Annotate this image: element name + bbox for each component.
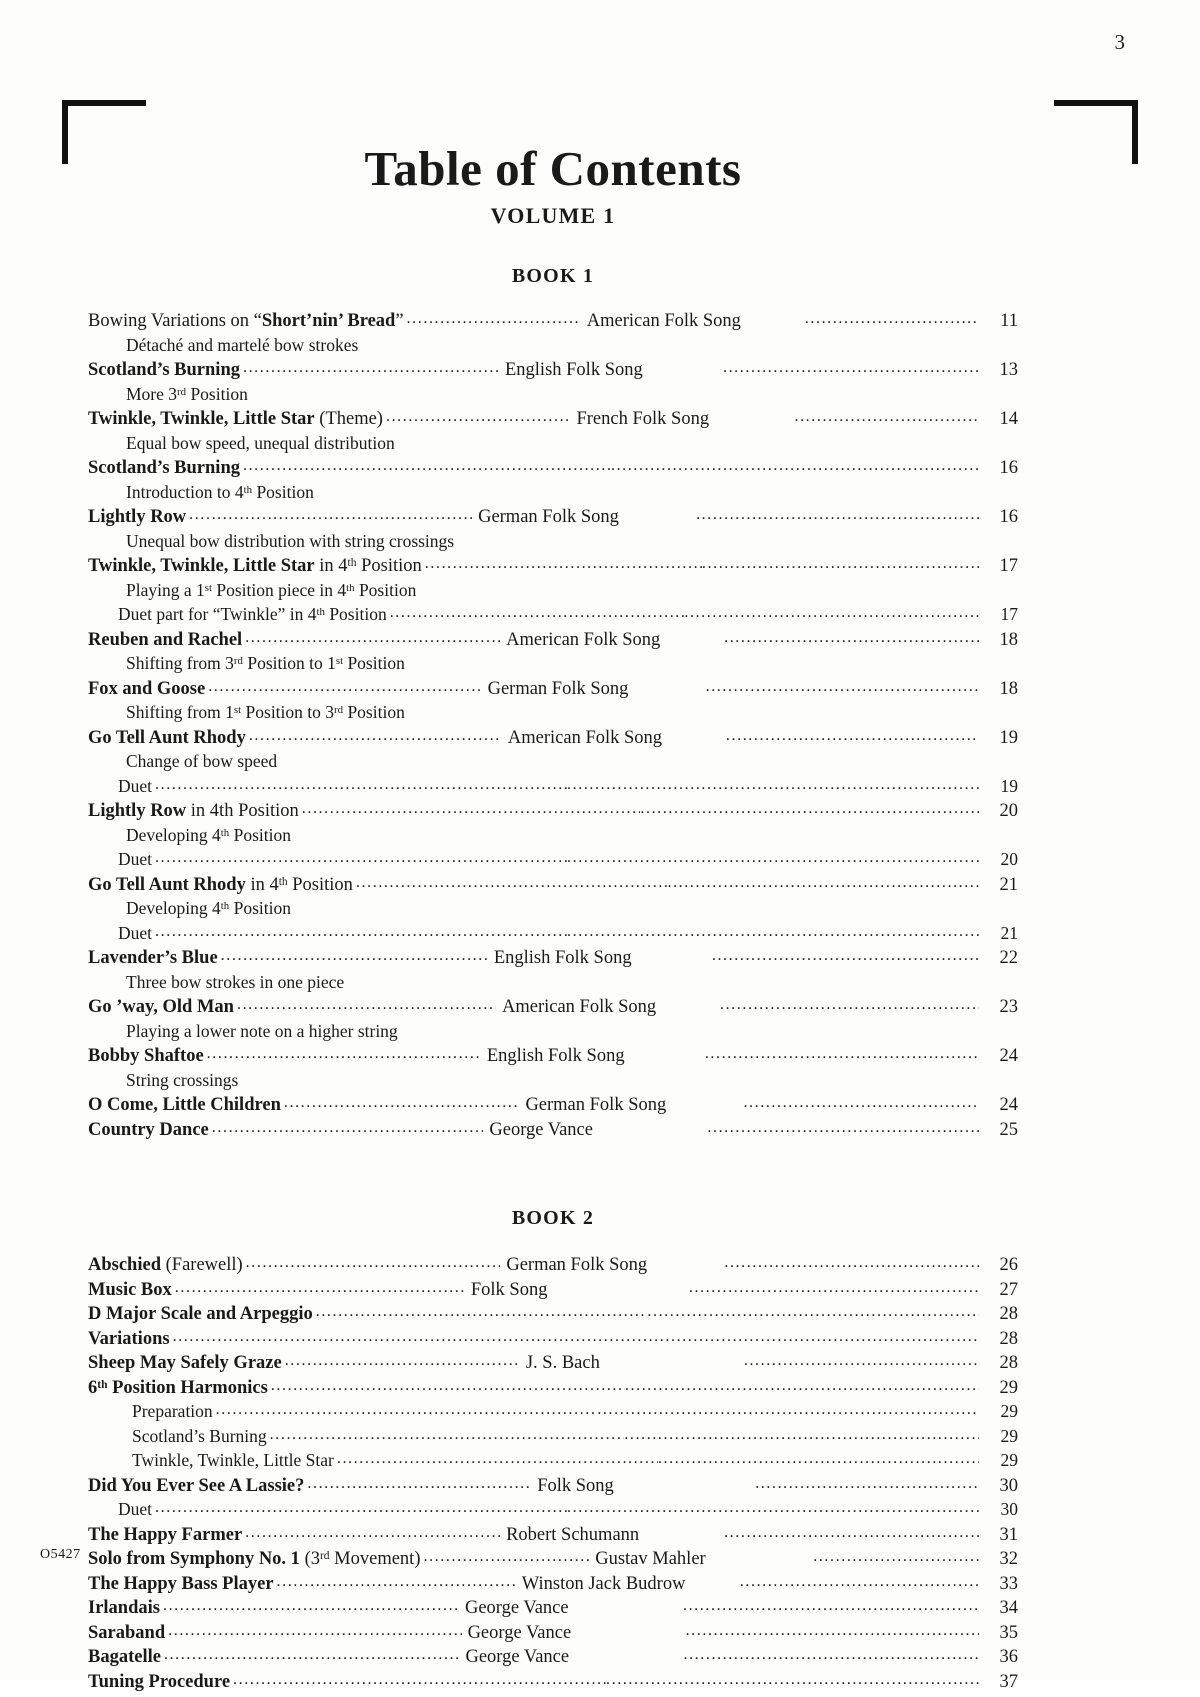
toc-entry-page: 14 [979,410,1018,429]
toc-entry-list [88,1256,1018,1697]
dot-leader [155,848,567,866]
toc-entry-page: 37 [979,1673,1018,1692]
toc-entry-title: Lightly Row in 4th Position [88,802,302,821]
toc-entry-title: Tuning Procedure [88,1673,233,1692]
toc-entry-title: Go ’way, Old Man [88,998,237,1017]
toc-entry-page: 13 [979,361,1018,380]
toc-entry-composer: J. S. Bach [520,1354,744,1373]
toc-entry-composer: German Folk Song [482,680,706,699]
toc-entry-title: String crossings [88,1072,241,1090]
toc-entry-title: Twinkle, Twinkle, Little Star (Theme) [88,410,386,429]
toc-entry-title: Change of bow speed [88,753,280,771]
dot-leader [794,407,979,426]
dot-leader [277,1572,516,1591]
dot-leader [407,309,581,328]
dot-leader [246,1253,501,1272]
toc-entry-page: 28 [979,1330,1018,1349]
toc-entry-composer: Gustav Mahler [589,1550,813,1569]
toc-entry-title: Variations [88,1330,173,1349]
toc-entry[interactable] [88,312,1018,337]
dot-leader [285,1351,520,1370]
toc-entry-title: Reuben and Rachel [88,631,245,650]
dot-leader [606,1670,979,1689]
dot-leader [221,946,488,965]
toc-entry-composer: Robert Schumann [500,1526,724,1545]
dot-leader [625,1376,979,1395]
toc-entry[interactable] [88,1047,1018,1072]
toc-entry-title: Twinkle, Twinkle, Little Star [88,1452,337,1470]
dot-leader [707,1118,979,1137]
dot-leader [723,358,979,377]
toc-entry-title: Shifting from 1st Position to 3rd Position [88,704,408,722]
dot-leader [712,946,979,965]
toc-entry[interactable] [88,680,1018,705]
dot-leader [567,775,979,793]
book-heading: BOOK 2 [88,1207,1018,1230]
dot-leader [658,1449,979,1467]
toc-entry-title: Music Box [88,1281,175,1300]
toc-entry-page: 29 [979,1379,1018,1398]
book-heading: BOOK 1 [88,265,1018,288]
toc-entry-page: 30 [979,1501,1018,1519]
dot-leader [243,456,611,475]
toc-entry-page: 33 [979,1575,1018,1594]
toc-entry[interactable] [88,876,1018,901]
dot-leader [307,1474,531,1493]
dot-leader [702,554,979,573]
toc-entry[interactable] [88,949,1018,974]
toc-entry-page: 21 [979,876,1018,895]
toc-entry-title: More 3rd Position [88,386,251,404]
toc-entry-title: Scotland’s Burning [88,459,243,478]
toc-entry-page: 17 [979,606,1018,624]
toc-entry-page: 24 [979,1047,1018,1066]
toc-entry-title: Saraband [88,1624,168,1643]
toc-entry-page: 19 [979,778,1018,796]
dot-leader [155,1498,567,1516]
toc-content [88,140,1018,1697]
dot-leader [423,1547,589,1566]
footer-catalog-code: O5427 [40,1547,81,1563]
toc-entry-title: Duet [88,851,155,869]
dot-leader [755,1474,979,1493]
toc-entry-page: 21 [979,925,1018,943]
dot-leader [744,1351,979,1370]
toc-entry-composer: American Folk Song [502,729,726,748]
dot-leader [743,1093,979,1112]
dot-leader [696,505,979,524]
toc-entry-title: Bobby Shaftoe [88,1047,207,1066]
dot-leader [155,922,567,940]
dot-leader [683,1596,979,1615]
page-title: Table of Contents [88,140,1018,197]
toc-entry-composer: English Folk Song [499,361,723,380]
toc-entry-composer: Winston Jack Budrow [516,1575,740,1594]
toc-entry-title: Equal bow speed, unequal distribution [88,435,398,453]
dot-leader [705,1044,979,1063]
toc-entry[interactable] [88,729,1018,754]
toc-entry-title: Duet [88,778,155,796]
toc-entry-title: Country Dance [88,1121,212,1140]
dot-leader [425,554,702,573]
toc-entry-composer: George Vance [462,1624,686,1643]
dot-leader [233,1670,606,1689]
dot-leader [647,1302,979,1321]
toc-entry-page: 19 [979,729,1018,748]
toc-entry[interactable] [88,508,1018,533]
dot-leader [724,628,979,647]
toc-entry-page: 18 [979,631,1018,650]
dot-leader [667,873,979,892]
books-container [88,265,1018,1697]
dot-leader [390,603,685,621]
dot-leader [640,799,979,818]
dot-leader [271,1376,625,1395]
toc-entry-composer: French Folk Song [570,410,794,429]
toc-entry-title: The Happy Farmer [88,1526,245,1545]
dot-leader [212,1118,484,1137]
toc-entry-composer: German Folk Song [519,1096,743,1115]
dot-leader [720,995,979,1014]
toc-entry-page: 29 [979,1428,1018,1446]
toc-entry-title: Lightly Row [88,508,189,527]
dot-leader [726,726,979,745]
toc-entry-composer: German Folk Song [500,1256,724,1275]
dot-leader [356,873,668,892]
toc-entry-title: Duet [88,925,155,943]
toc-entry-title: Duet [88,1501,155,1519]
toc-entry-page: 34 [979,1599,1018,1618]
toc-entry-composer: German Folk Song [472,508,696,527]
dot-leader [163,1596,459,1615]
dot-leader [386,407,571,426]
dot-leader [237,995,496,1014]
dot-leader [208,677,481,696]
toc-entry-page: 18 [979,680,1018,699]
toc-entry-title: Twinkle, Twinkle, Little Star in 4th Position [88,557,425,576]
toc-entry-title: The Happy Bass Player [88,1575,277,1594]
toc-entry[interactable] [88,557,1018,582]
toc-entry-page: 20 [979,851,1018,869]
toc-entry-title: Bagatelle [88,1648,164,1667]
toc-entry-page: 29 [979,1403,1018,1421]
dot-leader [689,1278,979,1297]
toc-entry-composer: English Folk Song [481,1047,705,1066]
dot-leader [576,1327,979,1346]
dot-leader [813,1547,979,1566]
toc-entry-title: Bowing Variations on “Short’nin’ Bread” [88,312,407,331]
dot-leader [216,1400,598,1418]
toc-entry[interactable] [88,631,1018,656]
toc-entry-page: 28 [979,1354,1018,1373]
toc-entry-title: Preparation [88,1403,216,1421]
dot-leader [173,1327,576,1346]
dot-leader [567,848,979,866]
dot-leader [243,358,499,377]
toc-entry-composer: American Folk Song [500,631,724,650]
volume-subtitle: VOLUME 1 [88,203,1018,229]
toc-entry-title: Scotland’s Burning [88,1428,270,1446]
dot-leader [567,1498,979,1516]
toc-entry-composer: English Folk Song [488,949,712,968]
toc-entry-title: Abschied (Farewell) [88,1256,246,1275]
toc-entry-title: Détaché and martelé bow strokes [88,337,361,355]
toc-entry-composer: American Folk Song [581,312,805,331]
dot-leader [337,1449,658,1467]
toc-entry-title: Playing a lower note on a higher string [88,1023,401,1041]
dot-leader [724,1523,979,1542]
toc-entry-composer: Folk Song [531,1477,755,1496]
toc-entry-page: 27 [979,1281,1018,1300]
dot-leader [168,1621,461,1640]
dot-leader [567,922,979,940]
dot-leader [684,603,979,621]
dot-leader [683,1645,979,1664]
toc-entry-composer: Folk Song [465,1281,689,1300]
toc-entry[interactable] [88,998,1018,1023]
toc-entry[interactable] [88,802,1018,827]
dot-leader [740,1572,979,1591]
toc-entry-page: 35 [979,1624,1018,1643]
toc-entry-title: Go Tell Aunt Rhody in 4th Position [88,876,356,895]
toc-entry-page: 31 [979,1526,1018,1545]
toc-entry-title: Scotland’s Burning [88,361,243,380]
dot-leader [302,799,641,818]
toc-entry-title: Playing a 1st Position piece in 4th Position [88,582,419,600]
toc-entry-composer: George Vance [459,1599,683,1618]
dot-leader [207,1044,481,1063]
toc-entry[interactable] [88,1121,1018,1146]
toc-entry-title: Three bow strokes in one piece [88,974,347,992]
toc-entry-page: 24 [979,1096,1018,1115]
dot-leader [245,628,500,647]
dot-leader [805,309,979,328]
toc-entry-title: Go Tell Aunt Rhody [88,729,249,748]
dot-leader [249,726,502,745]
toc-entry-page: 23 [979,998,1018,1017]
dot-leader [686,1621,979,1640]
toc-entry-page: 22 [979,949,1018,968]
dot-leader [624,1425,979,1443]
toc-entry-page: 17 [979,557,1018,576]
toc-entry-page: 36 [979,1648,1018,1667]
dot-leader [597,1400,979,1418]
toc-entry[interactable] [88,410,1018,435]
toc-entry-title: Introduction to 4th Position [88,484,317,502]
dot-leader [189,505,472,524]
toc-entry-title: Lavender’s Blue [88,949,221,968]
toc-entry-page: 29 [979,1452,1018,1470]
dot-leader [270,1425,625,1443]
toc-entry-composer: George Vance [459,1648,683,1667]
toc-entry-title: Unequal bow distribution with string crossings [88,533,457,551]
toc-entry[interactable] [88,1673,1018,1697]
toc-entry-page: 20 [979,802,1018,821]
folio-number: 3 [1115,30,1126,55]
toc-entry-title: Developing 4th Position [88,827,294,845]
toc-entry-page: 16 [979,459,1018,478]
dot-leader [706,677,979,696]
dot-leader [164,1645,460,1664]
toc-entry-page: 16 [979,508,1018,527]
toc-entry-page: 28 [979,1305,1018,1324]
toc-entry-title: Developing 4th Position [88,900,294,918]
toc-entry-composer: American Folk Song [496,998,720,1017]
toc-entry-composer: George Vance [483,1121,707,1140]
toc-entry[interactable] [88,361,1018,386]
dot-leader [611,456,979,475]
toc-entry-page: 26 [979,1256,1018,1275]
dot-leader [175,1278,465,1297]
toc-entry-title: Fox and Goose [88,680,208,699]
toc-entry-title: Did You Ever See A Lassie? [88,1477,307,1496]
toc-entry-title: 6th Position Harmonics [88,1379,271,1398]
toc-entry-title: D Major Scale and Arpeggio [88,1305,316,1324]
toc-entry-title: Shifting from 3rd Position to 1st Position [88,655,408,673]
toc-entry-page: 32 [979,1550,1018,1569]
toc-entry-list [88,312,1018,1145]
toc-entry-page: 30 [979,1477,1018,1496]
dot-leader [284,1093,520,1112]
dot-leader [316,1302,648,1321]
toc-entry-title: Irlandais [88,1599,163,1618]
toc-entry-title: Solo from Symphony No. 1 (3rd Movement) [88,1550,423,1569]
toc-entry[interactable] [88,459,1018,484]
toc-entry-title: O Come, Little Children [88,1096,284,1115]
toc-entry-title: Sheep May Safely Graze [88,1354,285,1373]
crop-mark-top-right [1054,100,1138,164]
dot-leader [245,1523,500,1542]
dot-leader [155,775,567,793]
dot-leader [724,1253,979,1272]
toc-entry-page: 11 [979,312,1018,331]
toc-entry-title: Duet part for “Twinkle” in 4th Position [88,606,390,624]
toc-entry-page: 25 [979,1121,1018,1140]
